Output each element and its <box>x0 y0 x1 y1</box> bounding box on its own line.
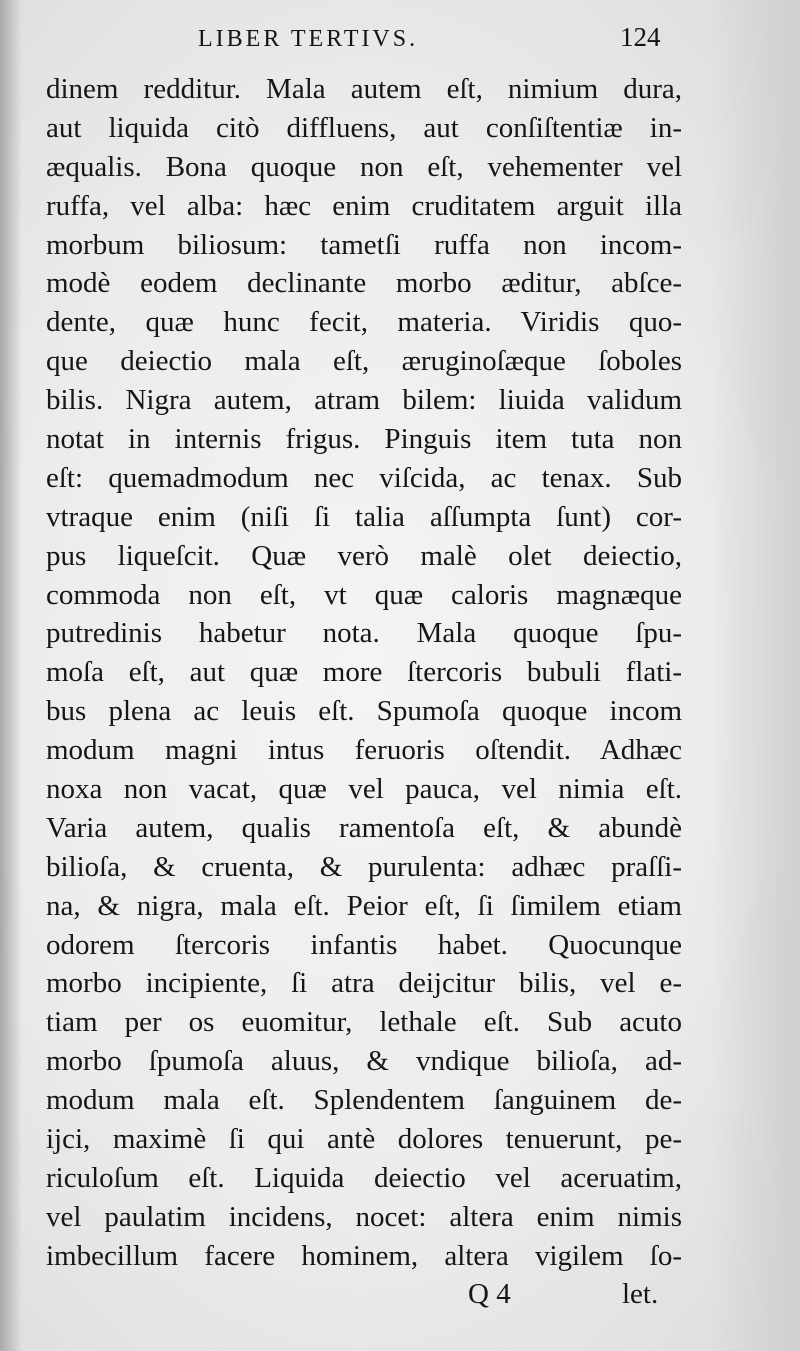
page-header <box>0 22 800 56</box>
text-line: æqualis. Bona quoque non eſt, vehementer vel <box>46 150 682 183</box>
text-line: notat in internis frigus. Pinguis item tuta non <box>46 423 682 456</box>
text-line: commoda non eſt, vt quæ caloris magnæque <box>46 578 682 611</box>
text-line: riculoſum eſt. Liquida deiectio vel aceruatim, <box>46 1161 682 1194</box>
text-line: putredinis habetur nota. Mala quoque ſpu- <box>46 617 682 650</box>
text-line: moſa eſt, aut quæ more ſtercoris bubuli flati- <box>46 656 682 689</box>
text-line: morbo ſpumoſa aluus, & vndique bilioſa, ad- <box>46 1045 682 1078</box>
text-line: tiam per os euomitur, lethale eſt. Sub acuto <box>46 1006 682 1039</box>
text-line: odorem ſtercoris infantis habet. Quocunque <box>46 928 682 961</box>
text-line: na, & nigra, mala eſt. Peior eſt, ſi ſimilem etiam <box>46 889 682 922</box>
running-title: LIBER TERTIVS. <box>198 26 419 52</box>
text-line: vel paulatim incidens, nocet: altera enim nimis <box>46 1200 682 1233</box>
text-line: modum mala eſt. Splendentem ſanguinem de- <box>46 1084 682 1117</box>
signature-mark: Q 4 <box>468 1278 511 1310</box>
catchword: let. <box>622 1278 659 1310</box>
text-line: vtraque enim (niſi ſi talia aſſumpta ſunt) cor- <box>46 500 682 533</box>
text-line: morbum biliosum: tametſi ruffa non incom- <box>46 228 682 261</box>
text-line: eſt: quemadmodum nec viſcida, ac tenax. Sub <box>46 461 682 494</box>
text-line: noxa non vacat, quæ vel pauca, vel nimia eſt. <box>46 773 682 806</box>
text-line: dente, quæ hunc fecit, materia. Viridis quo- <box>46 306 682 339</box>
main-text-block <box>46 70 682 1276</box>
text-line: que deiectio mala eſt, æruginoſæque ſoboles <box>46 345 682 378</box>
text-line: imbecillum facere hominem, altera vigilem ſo- <box>46 1239 682 1272</box>
text-line: dinem redditur. Mala autem eſt, nimium dura, <box>46 73 682 105</box>
text-line: modum magni intus feruoris oſtendit. Adhæc <box>46 734 682 767</box>
text-line: ruffa, vel alba: hæc enim cruditatem arguit illa <box>46 189 682 222</box>
text-line: bus plena ac leuis eſt. Spumoſa quoque incom <box>46 695 682 728</box>
text-line: modè eodem declinante morbo æditur, abſce- <box>46 267 682 300</box>
text-line: pus liqueſcit. Quæ verò malè olet deiectio, <box>46 539 682 572</box>
text-line: ijci, maximè ſi qui antè dolores tenuerunt, pe- <box>46 1123 682 1156</box>
page-edge-shadow <box>710 0 800 1351</box>
page-number: 124 <box>620 22 661 52</box>
page-footer <box>0 1278 800 1318</box>
text-line: aut liquida citò diffluens, aut conſiſtentiæ in- <box>46 111 682 144</box>
text-line: Varia autem, qualis ramentoſa eſt, & abundè <box>46 811 682 844</box>
text-line: bilis. Nigra autem, atram bilem: liuida validum <box>46 384 682 417</box>
text-line: bilioſa, & cruenta, & purulenta: adhæc praſſi- <box>46 850 682 883</box>
page-gutter-shadow <box>0 0 22 1351</box>
text-line: morbo incipiente, ſi atra deijcitur bilis, vel e- <box>46 967 682 1000</box>
